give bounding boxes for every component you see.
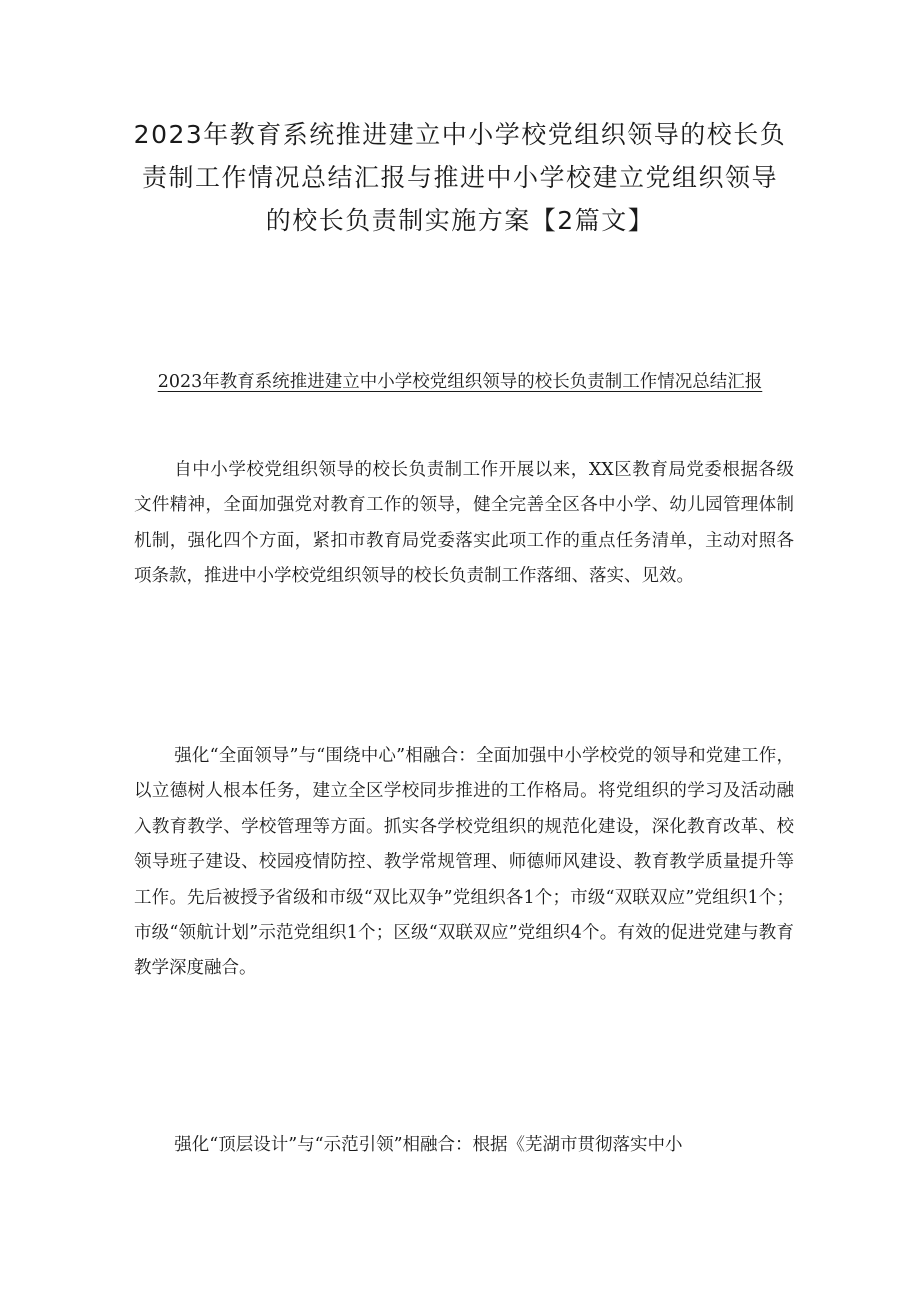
body-paragraph: 强化“全面领导”与“围绕中心”相融合：全面加强中小学校党的领导和党建工作，以立德树人根本任务，建立全区学校同步推进的工作格局。将党组织的学习及活动融入教育教学、学校管理等方面。抓实各学校党组织的规范化建设，深化教育改革、校领导班子建设、校园疫情防控、教学常规管理、师德师风建设、教育教学质量提升等工作。先后被授予省级和市级“双比双争”党组织各1个；市级“双联双应”党组织1个；市级“领航计划”示范党组织1个；区级“双联双应”党组织4个。有效的促进党建与教育教学深度融合。 [134,746,794,979]
body-paragraph: 强化“顶层设计”与“示范引领”相融合：根据《芜湖市贯彻落实中小 [174,1135,683,1155]
document-title: 2023年教育系统推进建立中小学校党组织领导的校长负责制工作情况总结汇报与推进中小学校建立党组织领导的校长负责制实施方案【2篇文】 [133,120,787,235]
section-title: 2023年教育系统推进建立中小学校党组织领导的校长负责制工作情况总结汇报 [157,372,763,392]
body-paragraph: 自中小学校党组织领导的校长负责制工作开展以来，XX区教育局党委根据各级文件精神，全面加强党对教育工作的领导，健全完善全区各中小学、幼儿园管理体制机制，强化四个方面，紧扣市教育局党委落实此项工作的重点任务清单，主动对照各项条款，推进中小学校党组织领导的校长负责制工作落细、落实、见效。 [134,460,794,587]
